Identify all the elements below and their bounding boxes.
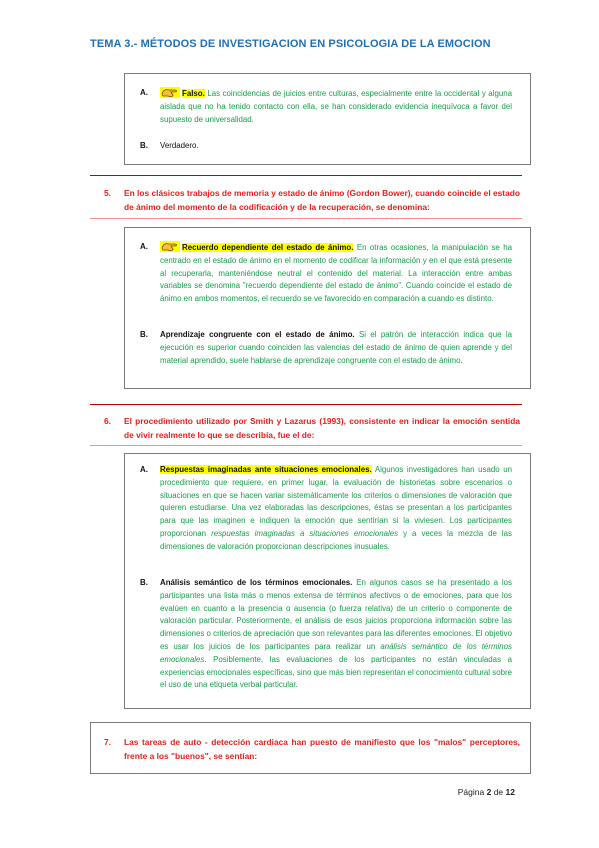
option-body: En otras ocasiones, la manipulación se ha centrado en el estado de ánimo en el momento de codificar la información y en el que está presente al recuperarla, manteniéndose neutral el contenido del material. La interacción entre ambas variables se denomina "recuerdo dependiente del estado de ánimo". Cuando coincide el estado de ánimo en ambos momentos, el recuerdo se ve favorecido en comparación a cuando es distinto. [160,243,512,304]
option-q4-a [140,87,512,126]
option-q4-b [140,140,512,153]
option-body: En algunos casos se ha presentado a los participantes una lista más o menos extensa de términos afectivos o de emociones, para que los evalúen en cuanto a la presencia o ausencia (o fuerza relativa) de un criterio o componente de valoración particular. Posteriormente, el análisis de esos juicios proporciona información sobre las dimensiones o criterios de apreciación que son relevantes para las diferentes emociones. El objetivo es usar los juicios de los participantes para realizar un [160,578,512,651]
page-number-prefix: Página [457,787,487,797]
option-letter: A. [140,88,148,97]
option-head: Recuerdo dependiente del estado de ánimo. [182,243,354,252]
option-italic: análisis semántico de los términos emocionales [160,641,512,664]
question-top-rule [90,404,522,405]
option-q5-b [140,329,512,367]
pointing-hand-icon [160,241,180,252]
question-bottom-rule [90,445,522,446]
pointing-hand-icon [160,87,180,98]
option-letter: B. [140,578,148,587]
option-italic: respuestas imaginadas a situaciones emocionales [211,528,399,538]
page-number-middle: de [491,787,506,797]
question-bottom-rule [90,218,522,219]
page-title: TEMA 3.- MÉTODOS DE INVESTIGACION EN PSICOLOGIA DE LA EMOCION [90,38,491,50]
option-q6-a [140,464,513,554]
question-text: El procedimiento utilizado por Smith y Lazarus (1993), consistente en indicar la emoción sentida de vivir realmente lo que se describía, fue el de: [124,416,520,440]
question-number: 5. [104,188,111,198]
option-body: . Posiblemente, las evaluaciones de los participantes no están vinculadas a experiencias emocionales específicas, sino que más bien representan el conocimiento cultural sobre el uso de una etiqueta verbal particular. [160,654,512,690]
option-letter: A. [140,242,148,251]
question-text: Las tareas de auto - detección cardiaca han puesto de manifiesto que los "malos" perceptores, frente a los "buenos", se sentían: [124,737,520,761]
question-number: 6. [104,416,111,426]
option-body: Algunos investigadores han usado un procedimiento que requiere, en primer lugar, la evaluación de historietas sobre escenarios o situaciones en que se hacen variar sistemáticamente los criterios o dimensiones de valoración que quieren estudiarse. Una vez elaboradas las descripciones, éstas se presentan a los participantes para que las imaginen e indiquen la emoción que sentirían si la viviesen. Los participantes proporcionan [160,465,512,538]
option-body: Si el patrón de interacción indica que la ejecución es superior cuando coinciden las valencias del estado de ánimo de quien aprende y del material aprendido, suele hablarse de aprendizaje congruente con el estado de ánimo. [160,330,512,365]
option-head: Análisis semántico de los términos emocionales. [160,578,353,587]
page-number-current: 2 [486,787,492,797]
option-letter: B. [140,141,148,150]
option-q5-a [140,241,512,306]
option-body: Las coincidencias de juicios entre culturas, especialmente entre la occidental y alguna aislada que no ha tenido contacto con ella, se han considerado evidencia inequívoca a favor del supuesto de universalidad. [160,89,512,124]
page-number [458,787,515,797]
option-head: Respuestas imaginadas ante situaciones emocionales. [160,465,372,474]
option-head: Aprendizaje congruente con el estado de ánimo. [160,330,355,339]
page-number-total: 12 [505,787,515,797]
question-number: 7. [104,737,111,747]
option-body: y a veces la mezcla de las dimensiones de valoración proporcionan descripciones inusuales. [160,528,513,551]
question-top-rule [90,175,522,176]
question-text: En los clásicos trabajos de memoria y estado de ánimo (Gordon Bower), cuando coincide el estado de ánimo del momento de la codificación y de la recuperación, se denomina: [124,188,520,212]
option-head: Verdadero. [160,141,199,150]
option-letter: B. [140,330,148,339]
option-q6-b [140,577,512,692]
question-5 [104,186,520,214]
option-letter: A. [140,465,148,474]
question-6 [104,414,520,442]
option-head: Falso. [182,89,205,98]
question-7 [104,735,520,763]
